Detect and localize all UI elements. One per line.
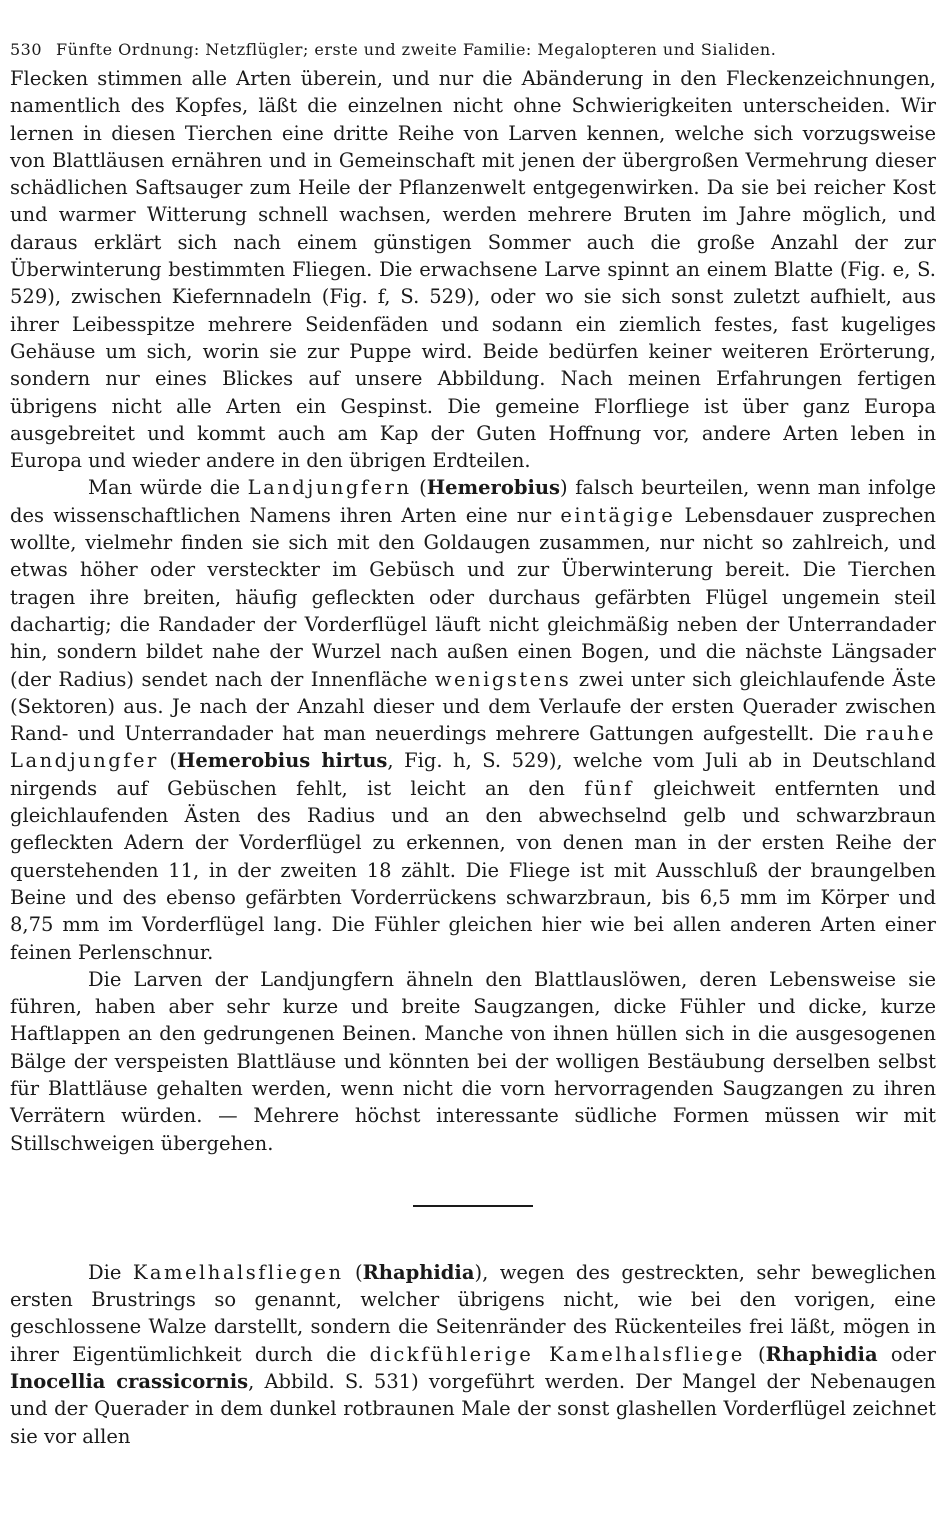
paragraph-1-text: Flecken stimmen alle Arten überein, und nur die Abänderung in den Fleckenzeichnungen, namentlich des Kopfes, läßt die einzelnen nicht ohne Schwierigkeiten unterscheiden. Wir lernen in diesen Tierchen eine dritte Reihe von Larven kennen, welche sich vorzugsweise von Blattläusen ernähren und in Gemeinschaft mit jenen der übergroßen Vermehrung dieser schädlichen Saftsauger zum Heile der Pflanzenwelt entgegenwirken. Da sie bei reicher Kost und warmer Witterung schnell wachsen, werden mehrere Bruten im Jahre möglich, und daraus erklärt sich nach einem günstigen Sommer auch die große Anzahl der zur Überwinterung bestimmten Fliegen. Die erwachsene Larve spinnt an einem Blatte (Fig. e, S. 529), zwischen Kiefernnadeln (Fig. f, S. 529), oder wo sie sich sonst zuletzt aufhielt, aus ihrer Leibesspitze mehrere Seidenfäden und sodann ein ziemlich festes, fast kugeliges Gehäuse um sich, worin sie zur Puppe wird. Beide bedürfen keiner weiteren Erörterung, sondern nur eines Blickes auf unsere Abbildung. Nach meinen Erfahrungen fertigen übrigens nicht alle Arten ein Gespinst. Die gemeine Florfliege ist über ganz Europa ausgebreitet und kommt auch am Kap der Guten Hoffnung vor, andere Arten leben in Europa und wieder andere in den übrigen Erdteilen. — [10, 67, 936, 473]
term-rauhe-landjungfer: rauhe Landjungfer — [10, 722, 936, 773]
emphasis-wenigstens: wenigstens — [434, 667, 572, 691]
running-head — [10, 40, 936, 59]
paragraph-3-text: Die Larven der Landjungfern ähneln den Blattlauslöwen, deren Lebensweise sie führen, haben aber sehr kurze und breite Saugzangen, dicke Fühler und dicke, kurze Haftlappen an den gedrungenen Beinen. Manche von ihnen hüllen sich in die ausgesogenen Bälge der verspeisten Blattläuse und könnten bei der wolligen Bestäubung derselben selbst für Blattläuse gehalten werden, wenn nicht die vorn hervorragenden Saugzangen zu ihren Verrätern würden. — Mehrere höchst interessante südliche Formen müssen wir mit Stillschweigen übergehen. — [10, 967, 936, 1155]
page-number: 530 — [10, 40, 43, 59]
paragraph-2-text: Man würde die — [88, 476, 248, 500]
latin-name-rhaphidia-2: Rhaphidia — [765, 1342, 878, 1366]
paragraph-4-text: oder — [877, 1342, 936, 1366]
paragraph-1 — [10, 65, 936, 474]
paragraph-3 — [10, 966, 936, 1157]
paragraph-2-text: ( — [158, 749, 177, 773]
term-kamelhalsfliegen: Kamelhalsfliegen — [132, 1260, 344, 1284]
latin-name-hemerobius: Hemerobius — [426, 476, 561, 500]
paragraph-2-text: gleichweit entfernten und gleichlaufenden Ästen des Radius und an den abwechselnd gelb und schwarzbraun gefleckten Adern der Vorderflügel zu erkennen, von denen man in der ersten Reihe der querstehenden 11, in der zweiten 18 zählt. Die Fliege ist mit Ausschluß der braungelben Beine und des ebenso gefärbten Vorderrückens schwarzbraun, bis 6,5 mm im Körper und 8,75 mm im Vorderflügel lang. Die Fühler gleichen hier wie bei allen anderen Arten einer feinen Perlenschnur. — [10, 776, 937, 964]
latin-name-rhaphidia: Rhaphidia — [362, 1260, 475, 1284]
term-dickfuehlerige-kamelhalsfliege: dickfühlerige Kamelhalsfliege — [369, 1342, 745, 1366]
paragraph-4-text: ), wegen des gestreckten, sehr beweglichen ersten Brustrings so genannt, welcher übrigens nicht, wie bei den vorigen, eine geschlossene Walze darstellt, sondern die Seitenränder des Rückenteiles frei läßt, mögen in ihrer Eigentümlichkeit durch die — [10, 1260, 937, 1366]
paragraph-4-text: Die — [88, 1260, 133, 1284]
latin-name-inocellia-crassicornis: Inocellia crassicornis — [10, 1370, 249, 1394]
term-landjungfern: Landjungfern — [247, 476, 412, 500]
paragraph-2-text: , Fig. h, S. 529), welche vom Juli ab in Deutschland nirgends auf Gebüschen fehlt, ist leicht an den — [10, 749, 936, 800]
paragraph-2-text: ( — [411, 476, 427, 500]
paragraph-2-text: ) falsch beurteilen, wenn man infolge des wissenschaftlichen Namens ihren Arten eine nur — [10, 476, 936, 527]
latin-name-hemerobius-hirtus: Hemerobius hirtus — [176, 749, 388, 773]
emphasis-fuenf: fünf — [584, 776, 634, 800]
running-title: Fünfte Ordnung: Netzflügler; erste und zweite Familie: Megalopteren und Sialiden. — [56, 40, 777, 59]
section-divider — [413, 1205, 533, 1207]
emphasis-eintaegige: eintägige — [560, 503, 676, 527]
paragraph-4 — [10, 1259, 936, 1450]
paragraph-2-text: Lebensdauer zusprechen wollte, vielmehr finden sie sich mit den Goldaugen zusammen, nur nicht so zahlreich, und etwas höher oder versteckter im Gebüsch und zur Überwinterung bereit. Die Tierchen tragen ihre breiten, häufig gefleckten oder durchaus gefärbten Flügel ungemein steil dachartig; die Randader der Vorderflügel läuft nicht gleichmäßig neben der Unterrandader hin, sondern bildet nahe der Wurzel nach außen einen Bogen, und die nächste Längsader (der Radius) sendet nach der Innenfläche — [10, 503, 936, 691]
paragraph-4-text: ( — [343, 1260, 363, 1284]
paragraph-4-text: , Abbild. S. 531) vorgeführt werden. Der Mangel der Nebenaugen und der Querader in dem dunkel rotbraunen Male der sonst glashellen Vorderflügel zeichnet sie vor allen — [10, 1370, 936, 1448]
paragraph-4-text: ( — [744, 1342, 766, 1366]
paragraph-2-text: zwei unter sich gleichlaufende Äste (Sektoren) aus. Je nach der Anzahl dieser und dem Verlaufe der ersten Querader zwischen Rand- und Unterrandader hat man neuerdings mehrere Gattungen aufgestellt. Die — [10, 667, 936, 746]
paragraph-2 — [10, 474, 936, 965]
